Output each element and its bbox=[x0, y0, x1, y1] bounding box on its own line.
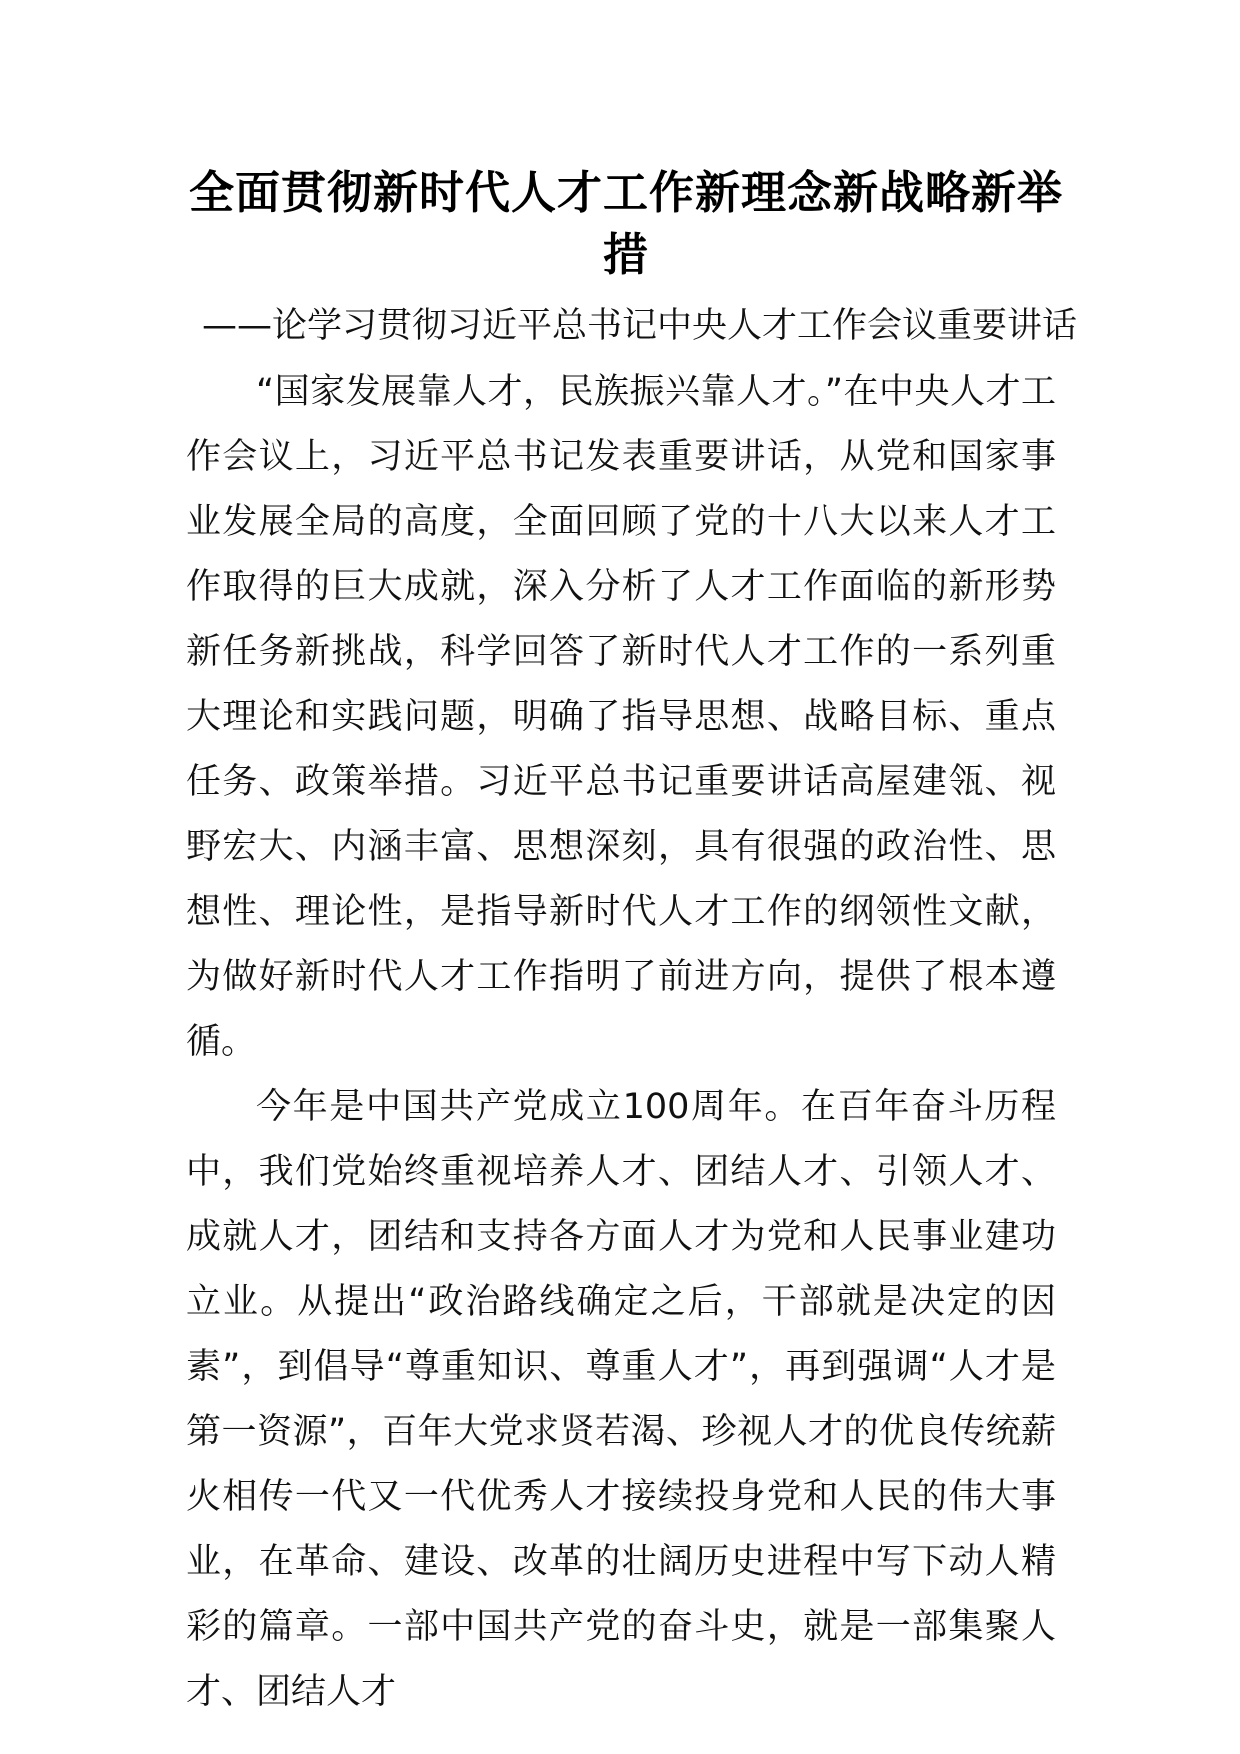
document-body bbox=[186, 360, 1056, 1725]
paragraph: 今年是中国共产党成立100周年。在百年奋斗历程中，我们党始终重视培养人才、团结人才、引领人才、成就人才，团结和支持各方面人才为党和人民事业建功立业。从提出“政治路线确定之后，干部就是决定的因素”，到倡导“尊重知识、尊重人才”，再到强调“人才是第一资源”，百年大党求贤若渴、珍视人才的优良传统薪火相传一代又一代优秀人才接续投身党和人民的伟大事业，在革命、建设、改革的壮阔历史进程中写下动人精彩的篇章。一部中国共产党的奋斗史，就是一部集聚人才、团结人才 bbox=[186, 1087, 1057, 1712]
document-subtitle: ——论学习贯彻习近平总书记中央人才工作会议重要讲话 bbox=[202, 306, 1078, 346]
document-title: 全面贯彻新时代人才工作新理念新战略新举措 bbox=[188, 166, 1063, 281]
paragraph: “国家发展靠人才，民族振兴靠人才。”在中央人才工作会议上，习近平总书记发表重要讲话，从党和国家事业发展全局的高度，全面回顾了党的十八大以来人才工作取得的巨大成就，深入分析了人才工作面临的新形势新任务新挑战，科学回答了新时代人才工作的一系列重大理论和实践问题，明确了指导思想、战略目标、重点任务、政策举措。习近平总书记重要讲话高屋建瓴、视野宏大、内涵丰富、思想深刻，具有很强的政治性、思想性、理论性，是指导新时代人才工作的纲领性文献，为做好新时代人才工作指明了前进方向，提供了根本遵循。 bbox=[186, 372, 1056, 1062]
